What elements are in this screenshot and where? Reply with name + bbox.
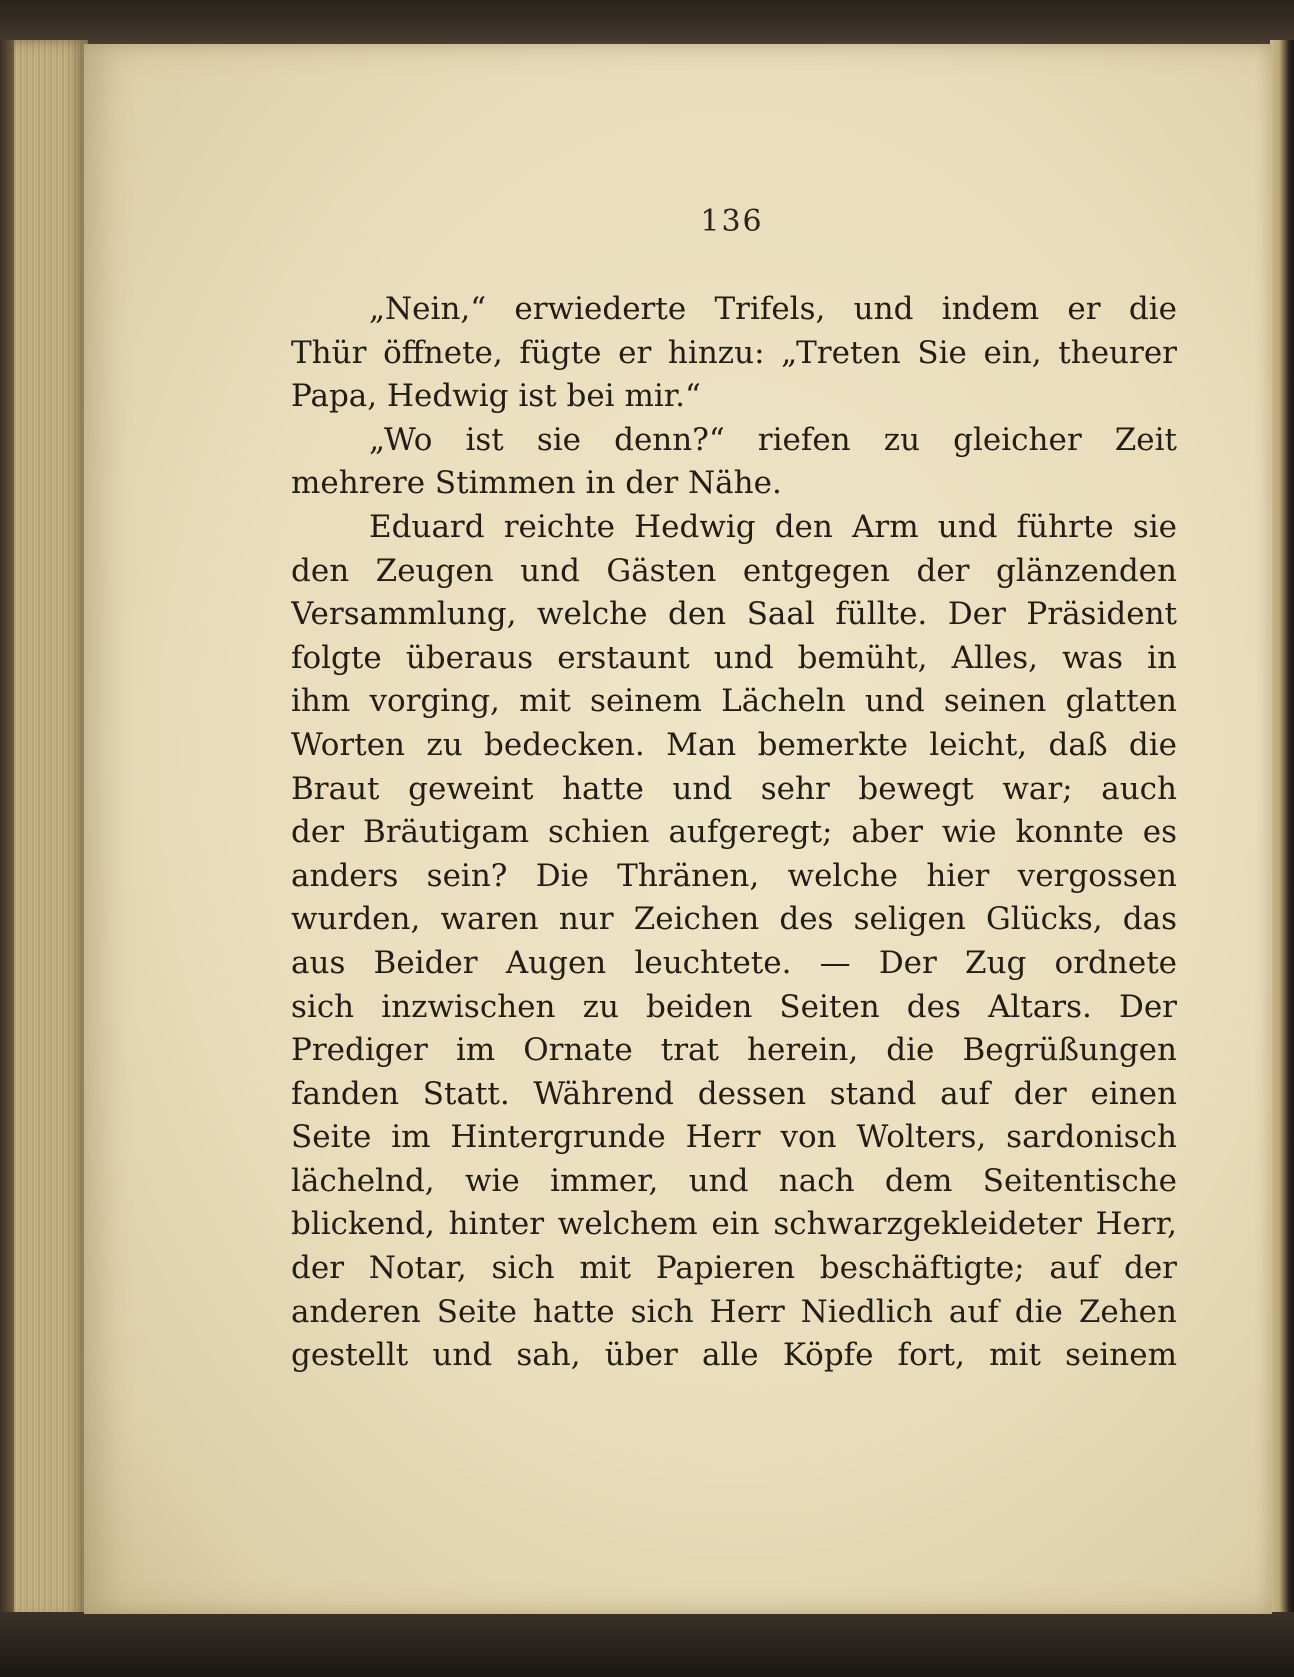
book-top-edge <box>0 0 1294 48</box>
text-line: mehrere Stimmen in der Nähe. <box>291 465 782 502</box>
page-number: 136 <box>700 204 764 239</box>
text-line: ihm vorging, mit seinem Lächeln und seinen glatten <box>291 683 1177 720</box>
text-line: Thür öffnete, fügte er hinzu: „Treten Sie ein, theurer <box>291 334 1177 371</box>
text-line: Seite im Hintergrunde Herr von Wolters, sardonisch <box>291 1119 1177 1156</box>
text-line: den Zeugen und Gästen entgegen der glänzenden <box>291 552 1177 589</box>
text-line: der Notar, sich mit Papieren beschäftigte; auf der <box>291 1250 1177 1287</box>
text-line: „Nein,“ erwiederte Trifels, und indem er die <box>369 291 1177 327</box>
text-line: „Wo ist sie denn?“ riefen zu gleicher Zeit <box>369 421 1177 458</box>
text-line: anderen Seite hatte sich Herr Niedlich auf die Zehen <box>291 1293 1177 1330</box>
text-line: Worten zu bedecken. Man bemerkte leicht, daß die <box>291 726 1177 763</box>
text-line: Eduard reichte Hedwig den Arm und führte sie <box>369 508 1177 545</box>
text-line: aus Beider Augen leuchtete. — Der Zug ordnete <box>291 944 1177 981</box>
text-line: Braut geweint hatte und sehr bewegt war; auch <box>291 770 1177 807</box>
text-line: Papa, Hedwig ist bei mir.“ <box>291 378 701 415</box>
text-line: wurden, waren nur Zeichen des seligen Glücks, das <box>291 901 1177 938</box>
text-line: folgte überaus erstaunt und bemüht, Alles, was in <box>291 639 1177 676</box>
text-line: sich inzwischen zu beiden Seiten des Altars. Der <box>291 988 1177 1025</box>
text-line: fanden Statt. Während dessen stand auf der einen <box>291 1075 1177 1112</box>
text-line: Versammlung, welche den Saal füllte. Der Präsident <box>291 596 1177 633</box>
text-line: Prediger im Ornate trat herein, die Begrüßungen <box>291 1032 1177 1069</box>
text-line: blickend, hinter welchem ein schwarzgekleideter Herr, <box>291 1206 1177 1243</box>
book-spine-shadow <box>0 40 14 1620</box>
text-line: lächelnd, wie immer, und nach dem Seitentische <box>291 1162 1177 1199</box>
text-line: anders sein? Die Thränen, welche hier vergossen <box>291 857 1177 894</box>
text-line: der Bräutigam schien aufgeregt; aber wie konnte es <box>291 814 1177 851</box>
text-line: gestellt und sah, über alle Köpfe fort, mit seinem <box>291 1337 1177 1374</box>
page-text <box>291 288 1177 1378</box>
book-bottom-edge <box>0 1612 1294 1677</box>
book-right-edge <box>1270 40 1294 1620</box>
